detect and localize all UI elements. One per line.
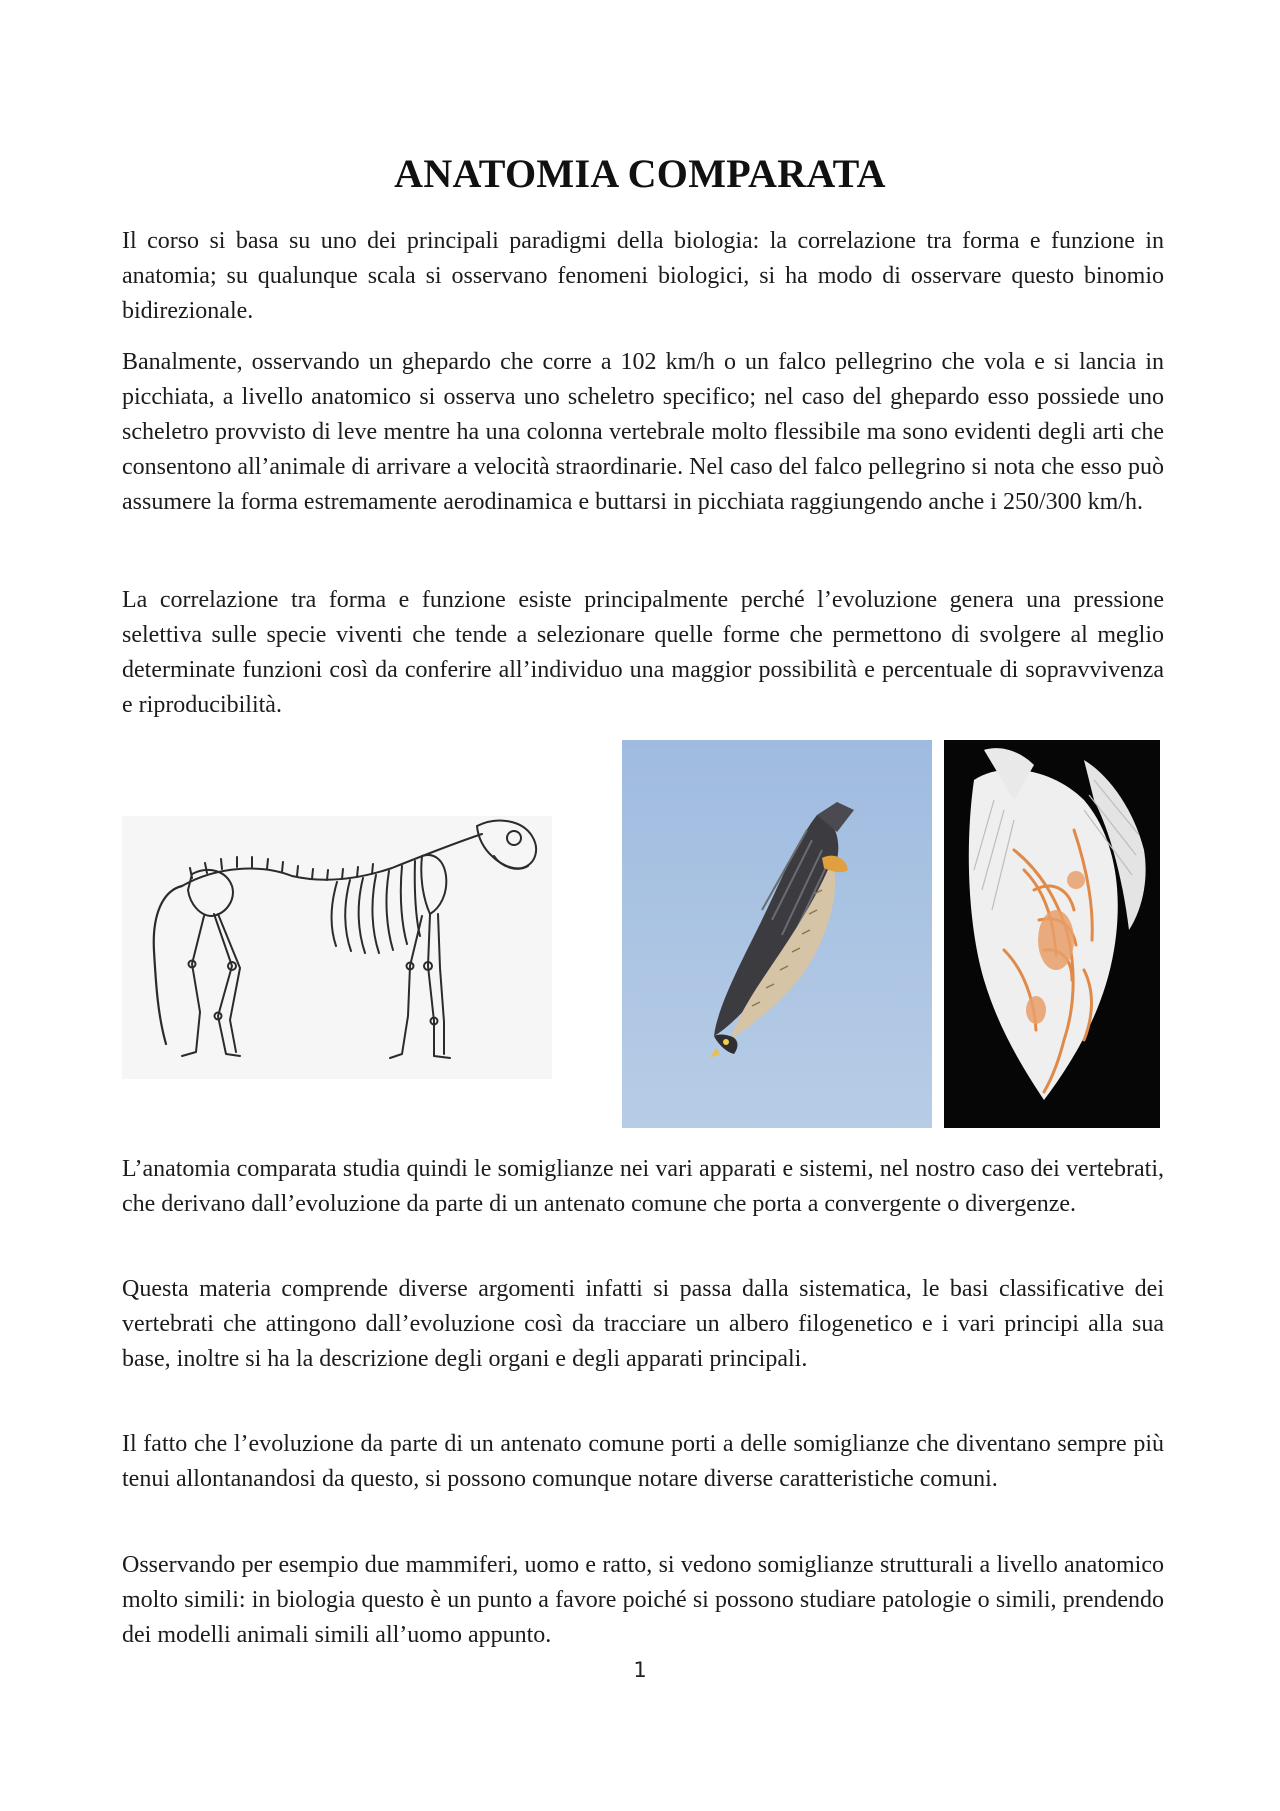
cheetah-skeleton-drawing	[122, 816, 552, 1079]
falcon-diving-drawing	[622, 740, 932, 1128]
falcon-xray-image	[944, 740, 1160, 1128]
paragraph-correlation: La correlazione tra forma e funzione esiste principalmente perché l’evoluzione genera una pressione selettiva sulle specie viventi che tende a selezionare quelle forme che permettono di svolgere al meglio determinate funzioni così da conferire all’individuo una maggior possibilità e percentuale di sopravvivenza e riproducibilità.	[122, 587, 1164, 718]
page-title: ANATOMIA COMPARATA	[394, 151, 886, 196]
paragraph-definition: L’anatomia comparata studia quindi le somiglianze nei vari apparati e sistemi, nel nostro caso dei vertebrati, che derivano dall’evoluzione da parte di un antenato comune che porta a convergente o divergenze.	[122, 1156, 1164, 1217]
page-number: 1	[633, 1658, 647, 1682]
falcon-xray-drawing	[944, 740, 1160, 1128]
paragraph-subject: Questa materia comprende diverse argomenti infatti si passa dalla sistematica, le basi classificative dei vertebrati che attingono dall’evoluzione così da tracciare un albero filogenetico e i vari principi alla sua base, inoltre si ha la descrizione degli organi e degli apparati principali.	[122, 1276, 1164, 1372]
paragraph-intro: Il corso si basa su uno dei principali paradigmi della biologia: la correlazione tra forma e funzione in anatomia; su qualunque scala si osservano fenomeni biologici, si ha modo di osservare questo binomio bidirezionale.	[122, 228, 1164, 324]
paragraph-mammals: Osservando per esempio due mammiferi, uomo e ratto, si vedono somiglianze strutturali a livello anatomico molto simili: in biologia questo è un punto a favore poiché si possono studiare patologie o simili, prendendo dei modelli animali simili all’uomo appunto.	[122, 1552, 1164, 1648]
paragraph-ancestor: Il fatto che l’evoluzione da parte di un antenato comune porti a delle somiglianze che diventano sempre più tenui allontanandosi da questo, si possono comunque notare diverse caratteristiche comuni.	[122, 1431, 1164, 1492]
falcon-diving-photo	[622, 740, 932, 1128]
paragraph-examples: Banalmente, osservando un ghepardo che corre a 102 km/h o un falco pellegrino che vola e si lancia in picchiata, a livello anatomico si osserva uno scheletro specifico; nel caso del ghepardo esso possiede uno scheletro provvisto di leve mentre ha una colonna vertebrale molto flessibile ma sono evidenti degli arti che consentono all’animale di arrivare a velocità straordinarie. Nel caso del falco pellegrino si nota che esso può assumere la forma estremamente aerodinamica e buttarsi in picchiata raggiungendo anche i 250/300 km/h.	[122, 349, 1164, 515]
cheetah-skeleton-image	[122, 816, 552, 1079]
